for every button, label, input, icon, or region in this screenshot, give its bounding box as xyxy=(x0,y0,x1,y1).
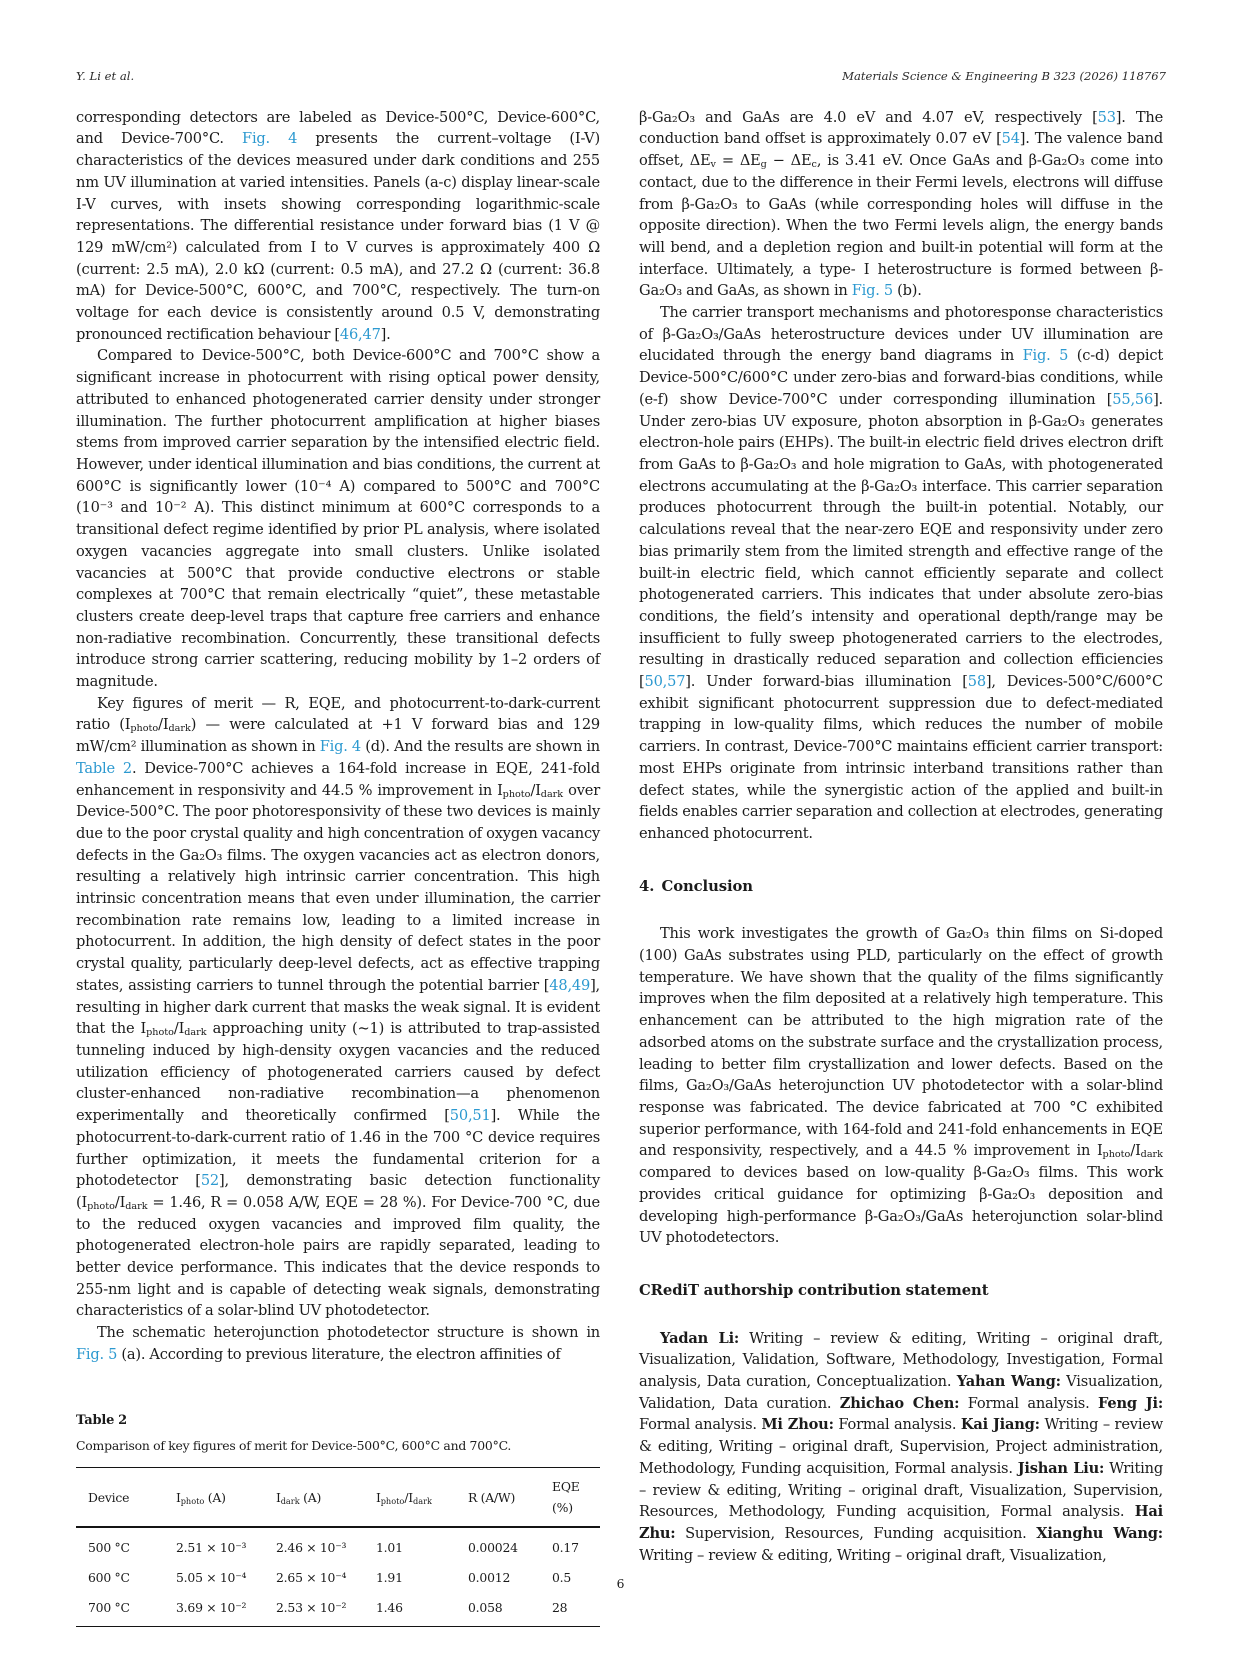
table-cell: 2.46 × 10⁻³ xyxy=(276,1540,347,1556)
table-cell: 600 °C xyxy=(88,1569,130,1585)
left-column-text xyxy=(76,107,600,1366)
paragraph: The carrier transport mechanisms and photoresponse characteristics of β-Ga₂O₃/GaAs heterostructure devices under UV illumination are elucidated through the energy band diagrams in Fig. 5 (c-d) depict Device-500°C/600°C under zero-bias and forward-bias conditions, while (e-f) show Device-700°C under corresponding illumination [55,56]. Under zero-bias UV exposure, photon absorption in β-Ga₂O₃ generates electron-hole pairs (EHPs). The built-in electric field drives electron drift from GaAs to β-Ga₂O₃ and hole migration to GaAs, with photogenerated electrons accumulating at the β-Ga₂O₃ interface. This carrier separation produces photocurrent through the built-in potential. Notably, our calculations reveal that the near-zero EQE and responsivity under zero bias primarily stem from the limited strength and effective range of the built-in electric field, which cannot efficiently separate and collect photogenerated carriers. This indicates that under absolute zero-bias conditions, the field’s intensity and operational depth/range may be insufficient to fully sweep photogenerated carriers to the electrodes, resulting in drastically reduced separation and collection efficiencies [50,57]. Under forward-bias illumination [58], Devices-500°C/600°C exhibit significant photocurrent suppression due to defect-mediated trapping in low-quality films, which reduces the number of mobile carriers. In contrast, Device-700°C maintains efficient carrier transport: most EHPs originate from intrinsic interband transitions rather than defect states, while the synergistic action of the applied and built-in fields enables carrier separation and collection at electrodes, generating enhanced photocurrent. xyxy=(639,304,1163,842)
cross-reference-link[interactable]: 50,51 xyxy=(449,1107,491,1125)
section-heading: 4. Conclusion xyxy=(639,877,753,895)
table-cell: 0.058 xyxy=(468,1599,503,1615)
table-cell: 0.17 xyxy=(552,1540,579,1556)
right-column xyxy=(639,107,1163,1628)
paragraph: Compared to Device-500°C, both Device-600°C and 700°C show a significant increase in photocurrent with rising optical power density, attributed to enhanced photogenerated carrier density under stronger illumination. The further photocurrent amplification at higher biases stems from improved carrier separation by the intensified electric field. However, under identical illumination and bias conditions, the current at 600°C is significantly lower (10⁻⁴ A) compared to 500°C and 700°C (10⁻³ and 10⁻² A). This distinct minimum at 600°C corresponds to a transitional defect regime identified by prior PL analysis, where isolated oxygen vacancies aggregate into small clusters. Unlike isolated vacancies at 500°C that provide conductive electrons or stable complexes at 700°C that remain electrically “quiet”, these metastable clusters create deep-level traps that capture free carriers and enhance non-radiative recombination. Concurrently, these transitional defects introduce strong carrier scattering, reducing mobility by 1–2 orders of magnitude. xyxy=(76,347,600,691)
paragraph: corresponding detectors are labeled as Device-500°C, Device-600°C, and Device-700°C. Fig. 4 presents the current–voltage (I-V) characteristics of the devices measured under dark conditions and 255 nm UV illumination at varied intensities. Panels (a-c) display linear-scale I-V curves, with insets showing corresponding logarithmic-scale representations. The differential resistance under forward bias (1 V @ 129 mW/cm²) calculated from I to V curves is approximately 400 Ω (current: 2.5 mA), 2.0 kΩ (current: 0.5 mA), and 27.2 Ω (current: 36.8 mA) for Device-500°C, 600°C, and 700°C, respectively. The turn-on voltage for each device is consistently around 0.5 V, demonstrating pronounced rectification behaviour [46,47]. xyxy=(76,108,600,343)
table-cell: 1.01 xyxy=(376,1540,403,1556)
table-cell: 0.0012 xyxy=(468,1569,511,1585)
running-header xyxy=(76,70,1166,83)
table-cell: 28 xyxy=(552,1599,568,1615)
table-cell: 2.65 × 10⁻⁴ xyxy=(276,1569,347,1585)
table-head xyxy=(76,1467,600,1527)
table-cell: 0.00024 xyxy=(468,1540,518,1556)
table-column-header: EQE (%) xyxy=(552,1467,600,1527)
paragraph: The schematic heterojunction photodetector structure is shown in Fig. 5 (a). According to previous literature, the electron affinities of xyxy=(76,1324,600,1363)
table-row xyxy=(76,1527,600,1563)
cross-reference-link[interactable]: 58 xyxy=(967,673,986,691)
table-cell: 0.5 xyxy=(552,1569,572,1585)
right-column-text xyxy=(639,107,1163,1567)
running-header-authors: Y. Li et al. xyxy=(76,69,135,83)
cross-reference-link[interactable]: Fig. 5 xyxy=(1022,347,1069,365)
paragraph: Yadan Li: Writing – review & editing, Writing – original draft, Visualization, Validation, Software, Methodology, Investigation, Formal analysis, Data curation, Conceptualization. Yahan Wang: Visualization, Validation, Data curation. Zhichao Chen: Formal analysis. Feng Ji: Formal analysis. Mi Zhou: Formal analysis. Kai Jiang: Writing – review & editing, Writing – original draft, Supervision, Project administration, Methodology, Funding acquisition, Formal analysis. Jishan Liu: Writing – review & editing, Writing – original draft, Visualization, Supervision, Resources, Methodology, Funding acquisition, Formal analysis. Hai Zhu: Supervision, Resources, Funding acquisition. Xianghu Wang: Writing – review & editing, Writing – original draft, Visualization, xyxy=(639,1329,1164,1564)
table-2-block xyxy=(76,1410,600,1628)
cross-reference-link[interactable]: Fig. 5 xyxy=(76,1345,118,1363)
cross-reference-link[interactable]: 52 xyxy=(200,1172,219,1190)
figures-of-merit-table xyxy=(76,1467,600,1628)
paragraph: Key figures of merit — R, EQE, and photocurrent-to-dark-current ratio $(I_{photo}/I_{dark})$ — were calculated at +1 V forward bias and 129 mW/cm² illumination as shown in Fig. 4 (d). And the results are shown in Table 2. Device-700°C achieves a 164-fold increase in EQE, 241-fold enhancement in responsivity and 44.5 % improvement in $I_{photo}/I_{dark}$ over Device-500°C. The poor photoresponsivity of these two devices is mainly due to the poor crystal quality and high concentration of oxygen vacancy defects in the Ga₂O₃ films. The oxygen vacancies act as electron donors, resulting a relatively high intrinsic carrier concentration. This high intrinsic concentration means that even under illumination, the carrier recombination rate remains low, leading to a limited increase in photocurrent. In addition, the high density of defect states in the poor crystal quality, particularly deep-level defects, act as effective trapping states, assisting carriers to tunnel through the potential barrier [48,49], resulting in higher dark current that masks the weak signal. It is evident that the $I_{photo}/I_{dark}$ approaching unity (~1) is attributed to trap-assisted tunneling induced by high-density oxygen vacancies and the reduced utilization efficiency of photogenerated carriers caused by defect cluster-enhanced non-radiative recombination—a phenomenon experimentally and theoretically confirmed [50,51]. While the photocurrent-to-dark-current ratio of 1.46 in the 700 °C device requires further optimization, it meets the fundamental criterion for a photodetector [52], demonstrating basic detection functionality ($I_{photo}/I_{dark} = 1.46$, R = 0.058 A/W, EQE = 28 %). For Device-700 °C, due to the reduced oxygen vacancies and improved film quality, the photogenerated electron-hole pairs are rapidly separated, leading to better device performance. This indicates that the device responds to 255-nm light and is capable of detecting weak signals, demonstrating characteristics of a solar-blind UV photodetector. xyxy=(76,694,601,1320)
table-column-header: $I_{photo}/I_{dark}$ xyxy=(376,1467,468,1527)
table-cell: 700 °C xyxy=(88,1599,130,1615)
cross-reference-link[interactable]: 50,57 xyxy=(644,673,686,691)
table-cell: 1.46 xyxy=(376,1599,403,1615)
section-heading: CRediT authorship contribution statement xyxy=(639,1281,989,1299)
table-cell: 2.53 × 10⁻² xyxy=(276,1599,347,1615)
two-column-body xyxy=(76,107,1166,1628)
table-row xyxy=(76,1593,600,1627)
paragraph: This work investigates the growth of Ga₂O₃ thin films on Si-doped (100) GaAs substrates using PLD, particularly on the effect of growth temperature. We have shown that the quality of the films significantly improves when the film deposited at a relatively high temperature. This enhancement can be attributed to the high migration rate of the adsorbed atoms on the substrate surface and the crystallization process, leading to better film crystallization and lower defects. Based on the films, Ga₂O₃/GaAs heterojunction UV photodetector with a solar-blind response was fabricated. The device fabricated at 700 °C exhibited superior performance, with 164-fold and 241-fold enhancements in EQE and responsivity, respectively, and a 44.5 % improvement in $I_{photo}/I_{dark}$ compared to devices based on low-quality β-Ga₂O₃ films. This work provides critical guidance for optimizing β-Ga₂O₃ deposition and developing high-performance β-Ga₂O₃/GaAs heterojunction solar-blind UV photodetectors. xyxy=(639,925,1163,1247)
cross-reference-link[interactable]: Fig. 4 xyxy=(319,738,362,756)
table-cell: 3.69 × 10⁻² xyxy=(176,1599,247,1615)
table-cell: 2.51 × 10⁻³ xyxy=(176,1540,247,1556)
cross-reference-link[interactable]: 53 xyxy=(1097,108,1116,126)
page-number: 6 xyxy=(616,1577,625,1591)
cross-reference-link[interactable]: Fig. 4 xyxy=(242,130,298,148)
table-caption: Comparison of key figures of merit for Device-500°C, 600°C and 700°C. xyxy=(76,1438,512,1454)
paragraph: β-Ga₂O₃ and GaAs are 4.0 eV and 4.07 eV, respectively [53]. The conduction band offset is approximately 0.07 eV [54]. The valence band offset, $\Delta E_v = \Delta E_g - \Delta E_c$, is 3.41 eV. Once GaAs and β-Ga₂O₃ come into contact, due to the difference in their Fermi levels, electrons will diffuse from β-Ga₂O₃ to GaAs (while corresponding holes will diffuse in the opposite direction). When the two Fermi levels align, the energy bands will bend, and a depletion region and built-in potential will form at the interface. Ultimately, a type- I heterostructure is formed between β-Ga₂O₃ and GaAs, as shown in Fig. 5 (b). xyxy=(639,108,1164,300)
table-column-header: $I_{photo}$ (A) xyxy=(176,1467,276,1527)
cross-reference-link[interactable]: 46,47 xyxy=(339,325,381,343)
cross-reference-link[interactable]: 54 xyxy=(1001,130,1020,148)
cross-reference-link[interactable]: Table 2 xyxy=(76,759,132,777)
table-column-header: $I_{dark}$ (A) xyxy=(276,1467,376,1527)
table-cell: 500 °C xyxy=(88,1540,130,1556)
table-cell: 1.91 xyxy=(376,1569,403,1585)
cross-reference-link[interactable]: 55,56 xyxy=(1112,390,1154,408)
table-cell: 5.05 × 10⁻⁴ xyxy=(176,1569,247,1585)
table-column-header: Device xyxy=(76,1467,176,1527)
left-column xyxy=(76,107,600,1628)
cross-reference-link[interactable]: Fig. 5 xyxy=(851,282,893,300)
table-label: Table 2 xyxy=(76,1412,128,1428)
cross-reference-link[interactable]: 48,49 xyxy=(549,976,591,994)
running-header-journal: Materials Science & Engineering B 323 (2026) 118767 xyxy=(842,69,1166,83)
table-header-row xyxy=(76,1467,600,1527)
table-column-header: R (A/W) xyxy=(468,1467,552,1527)
